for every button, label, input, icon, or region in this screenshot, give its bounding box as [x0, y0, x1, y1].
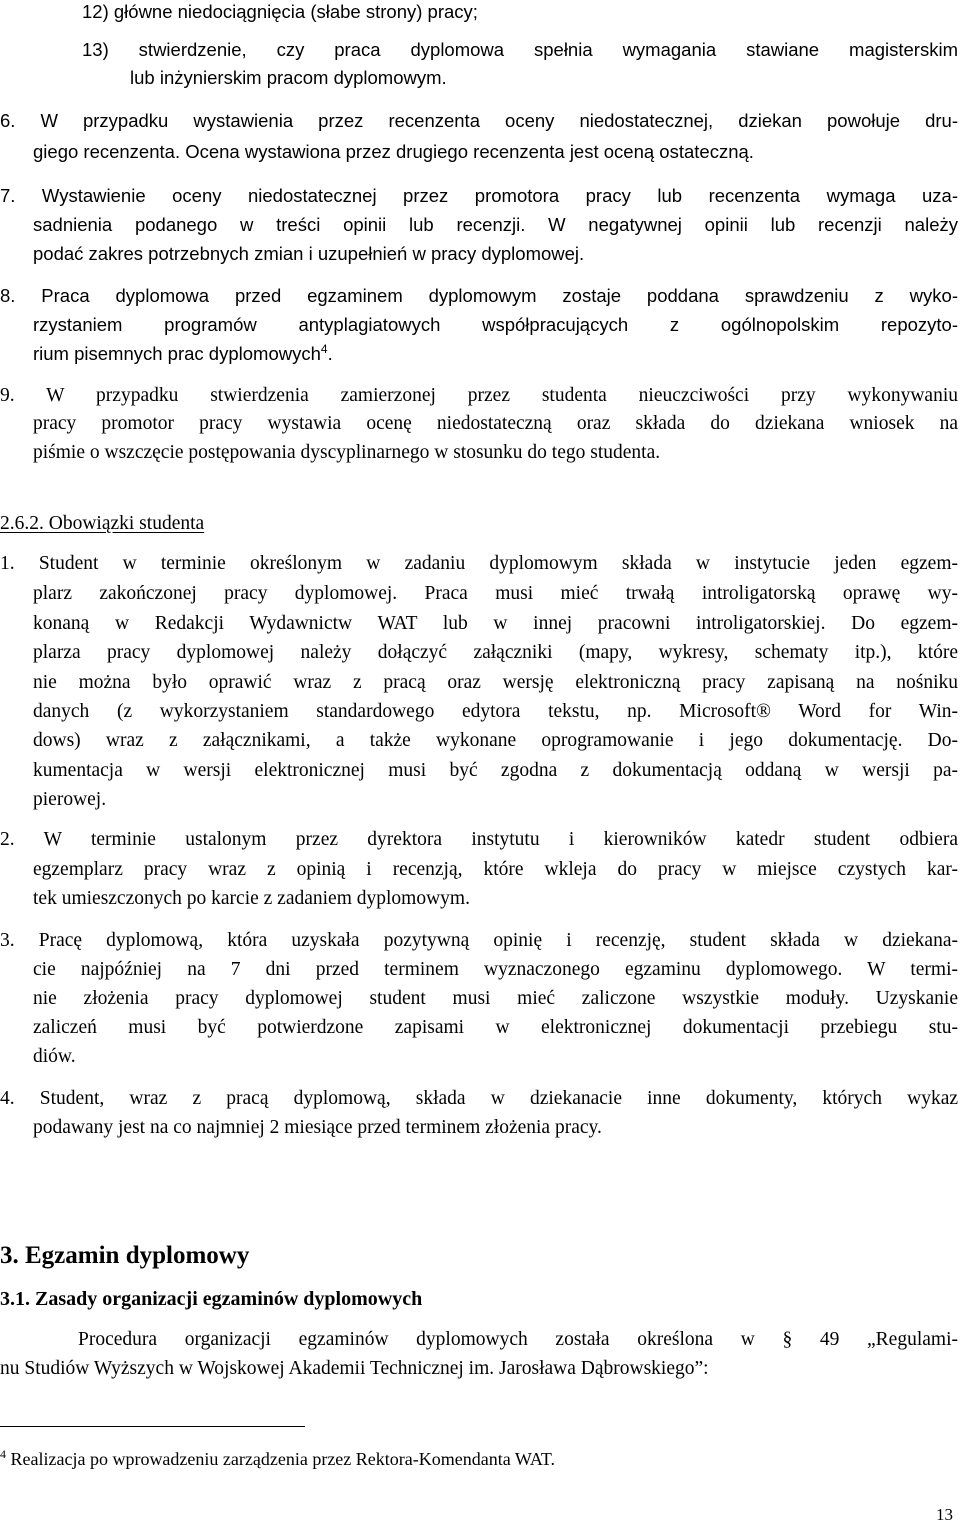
paragraph-9-line-2: pracy promotor pracy wystawia ocenę niedostateczną oraz składa do dziekana wniosek na: [33, 413, 958, 434]
paragraph-7-line-2: sadnienia podanego w treści opinii lub recenzji. W negatywnej opinii lub recenzji należy: [33, 214, 958, 235]
paragraph-7-line-3: podać zakres potrzebnych zmian i uzupełnień w pracy dyplomowej.: [33, 243, 585, 264]
duty-1-line-4: plarza pracy dyplomowej należy dołączyć załączniki (mapy, wykresy, schematy itp.), które: [33, 642, 958, 663]
duty-2-line-3: tek umieszczonych po karcie z zadaniem dyplomowym.: [33, 888, 470, 909]
chapter-heading-3: 3. Egzamin dyplomowy: [0, 1242, 250, 1269]
paragraph-8-line-1: 8. Praca dyplomowa przed egzaminem dyplomowym zostaje poddana sprawdzeniu z wyko-: [0, 285, 958, 306]
duty-1-line-8: kumentacja w wersji elektronicznej musi być zgodna z dokumentacją oddaną w wersji pa-: [33, 760, 958, 781]
duty-2-line-1: 2. W terminie ustalonym przez dyrektora instytutu i kierowników katedr student odbiera: [0, 829, 958, 850]
duty-4-line-2: podawany jest na co najmniej 2 miesiące przed terminem złożenia pracy.: [33, 1117, 602, 1138]
list-item-13: 13) stwierdzenie, czy praca dyplomowa spełnia wymagania stawiane magisterskim: [82, 39, 958, 60]
paragraph-8-line-3: rium pisemnych prac dyplomowych$^4$.: [33, 341, 333, 364]
duty-1-line-1: 1. Student w terminie określonym w zadaniu dyplomowym składa w instytucie jeden egzem-: [0, 553, 958, 574]
paragraph-9-line-3: piśmie o wszczęcie postępowania dyscyplinarnego w stosunku do tego studenta.: [33, 442, 661, 463]
duty-1-line-9: pierowej.: [33, 789, 107, 810]
footnote-ref: 4: [320, 341, 328, 356]
page-number: 13: [936, 1505, 953, 1524]
footnote-separator: [0, 1426, 305, 1427]
duty-1-line-5: nie można było oprawić wraz z pracą oraz wersję elektroniczną pracy zapisaną na nośniku: [33, 672, 958, 693]
paragraph-9-line-1: 9. W przypadku stwierdzenia zamierzonej przez studenta nieuczciwości przy wykonywaniu: [0, 385, 958, 406]
procedure-paragraph-line-1: Procedura organizacji egzaminów dyplomowych została określona w § 49 „Regulami-: [78, 1329, 958, 1350]
paragraph-8-line-2: rzystaniem programów antyplagiatowych współpracujących z ogólnopolskim repozyto-: [33, 314, 958, 335]
duty-3-line-2: cie najpóźniej na 7 dni przed terminem wyznaczonego egzaminu dyplomowego. W termi-: [33, 959, 958, 980]
list-item-12: 12) główne niedociągnięcia (słabe strony) pracy;: [82, 1, 478, 22]
footnote-marker: 4: [0, 1447, 6, 1461]
section-heading-2-6-2: 2.6.2. Obowiązki studenta: [0, 513, 205, 534]
duty-3-line-4: zaliczeń musi być potwierdzone zapisami w elektronicznej dokumentacji przebiegu stu-: [33, 1017, 958, 1038]
duty-2-line-2: egzemplarz pracy wraz z opinią i recenzją, które wkleja do pracy w miejsce czystych kar-: [33, 859, 958, 880]
procedure-paragraph-line-2: nu Studiów Wyższych w Wojskowej Akademii Technicznej im. Jarosława Dąbrowskiego”:: [0, 1358, 709, 1379]
duty-4-line-1: 4. Student, wraz z pracą dyplomową, składa w dziekanacie inne dokumenty, których wykaz: [0, 1088, 958, 1109]
duty-3-line-5: diów.: [33, 1046, 76, 1067]
duty-3-line-1: 3. Pracę dyplomową, która uzyskała pozytywną opinię i recenzję, student składa w dziekana-: [0, 930, 958, 951]
duty-1-line-3: konaną w Redakcji Wydawnictw WAT lub w innej pracowni introligatorskiej. Do egzem-: [33, 613, 958, 634]
duty-1-line-2: plarz zakończonej pracy dyplomowej. Praca musi mieć trwałą introligatorską oprawę wy-: [33, 583, 958, 604]
duty-1-line-6: danych (z wykorzystaniem standardowego edytora tekstu, np. Microsoft® Word for Win-: [33, 701, 958, 722]
paragraph-7-line-1: 7. Wystawienie oceny niedostatecznej przez promotora pracy lub recenzenta wymaga uza-: [0, 185, 958, 206]
duty-3-line-3: nie złożenia pracy dyplomowej student musi mieć zaliczone wszystkie moduły. Uzyskanie: [33, 988, 958, 1009]
list-item-13-cont: lub inżynierskim pracom dyplomowym.: [130, 67, 447, 88]
duty-1-line-7: dows) wraz z załącznikami, a także wykonane oprogramowanie i jego dokumentację. Do-: [33, 730, 958, 751]
paragraph-6-line-1: 6. W przypadku wystawienia przez recenzenta oceny niedostatecznej, dziekan powołuje dru-: [0, 110, 958, 131]
section-heading-3-1: 3.1. Zasady organizacji egzaminów dyplomowych: [0, 1288, 423, 1310]
paragraph-6-line-2: giego recenzenta. Ocena wystawiona przez drugiego recenzenta jest oceną ostateczną.: [33, 141, 754, 162]
footnote: $^4$ Realizacja po wprowadzeniu zarządzenia przez Rektora-Komendanta WAT.: [0, 1447, 556, 1469]
